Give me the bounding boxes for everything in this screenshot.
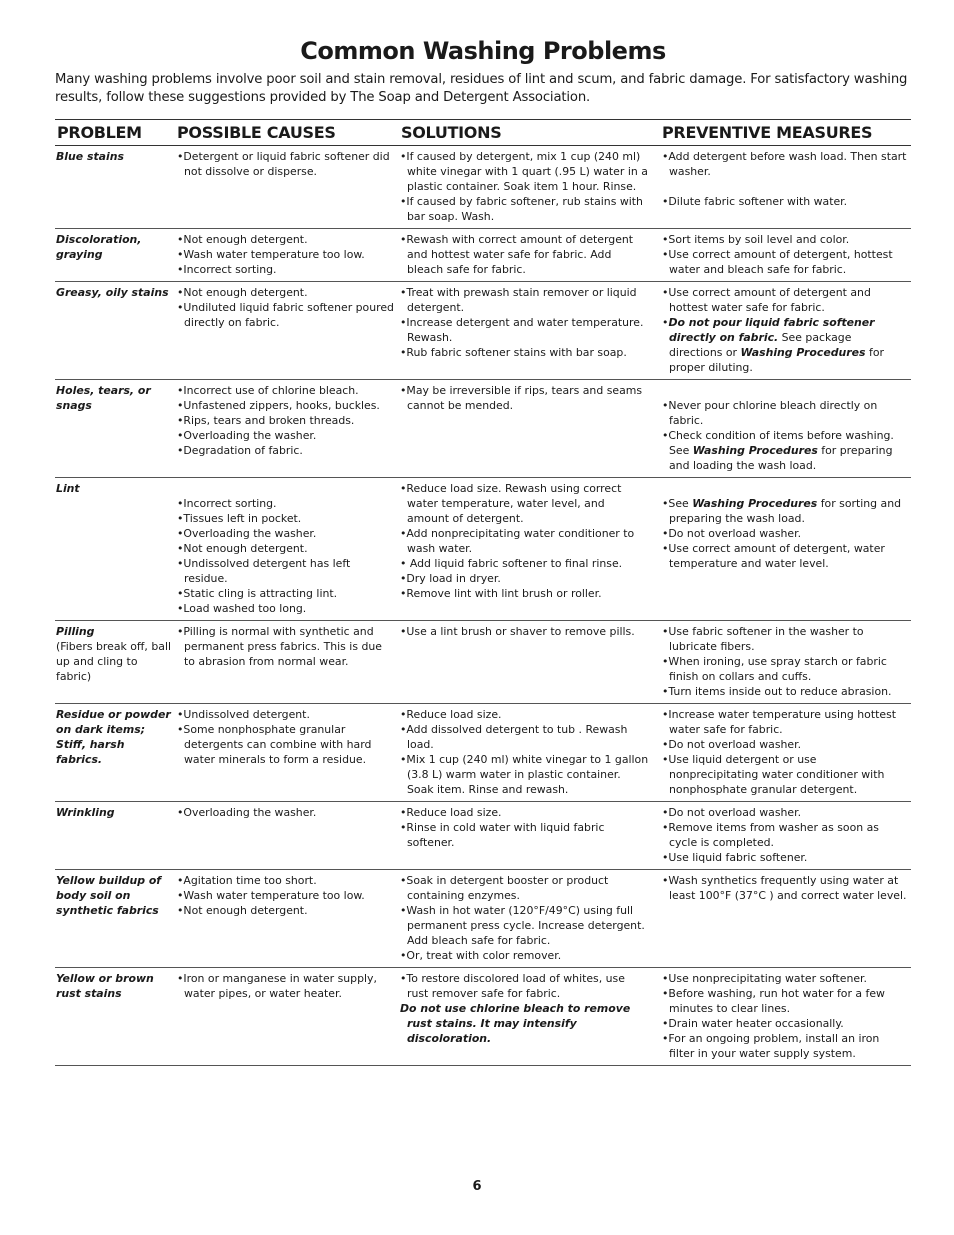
- solutions-cell: [399, 968, 653, 1066]
- spacer: [177, 481, 395, 496]
- bullet-text: •Agitation time too short.: [177, 874, 317, 887]
- bullet-text: •Remove lint with lint brush or roller.: [400, 587, 602, 600]
- washing-problems-table: [55, 119, 911, 1066]
- problem-cell: [55, 621, 176, 704]
- header-preventive-measures: PREVENTIVE MEASURES: [653, 120, 911, 146]
- bullet-text: •Do not overload washer.: [662, 527, 802, 540]
- bullet-item: [662, 285, 907, 315]
- bullet-text: •Reduce load size.: [400, 708, 502, 721]
- bullet-item: [400, 752, 649, 797]
- problem-name: Holes, tears, or snags: [56, 384, 151, 412]
- table-row: [55, 146, 911, 229]
- problem-note: (Fibers break off, ball up and cling to fabric): [56, 640, 171, 683]
- preventive-measures-cell: [653, 282, 911, 380]
- bullet-text: •Drain water heater occasionally.: [662, 1017, 844, 1030]
- bullet-item: [177, 722, 395, 767]
- bullet-text: •Detergent or liquid fabric softener did not dissolve or disperse.: [177, 150, 390, 178]
- bullet-text: •Not enough detergent.: [177, 233, 308, 246]
- bullet-text: • Add liquid fabric softener to final rinse.: [400, 557, 623, 570]
- bullet-item: [662, 684, 907, 699]
- bullet-item: [177, 149, 395, 179]
- problem-cell: [55, 870, 176, 968]
- bullet-text: •Overloading the washer.: [177, 527, 317, 540]
- bullet-item: [662, 1016, 907, 1031]
- solutions-cell: [399, 282, 653, 380]
- bullet-item: [177, 805, 395, 820]
- intro-paragraph: Many washing problems involve poor soil and stain removal, residues of lint and scum, and fabric damage. For satisfactory washing results, follow these suggestions provided by The Soap and Detergent Association.: [55, 72, 908, 105]
- bullet-text: •Reduce load size.: [400, 806, 502, 819]
- bullet-item: [400, 571, 649, 586]
- bullet-item: [177, 707, 395, 722]
- preventive-measures-cell: [653, 802, 911, 870]
- bullet-text: •Undiluted liquid fabric softener poured directly on fabric.: [177, 301, 394, 329]
- bullet-item: [177, 428, 395, 443]
- bullet-item: [662, 873, 907, 903]
- bullet-text: •Dry load in dryer.: [400, 572, 501, 585]
- bullet-item: [400, 971, 649, 1001]
- problem-name: Yellow or brown rust stains: [56, 972, 154, 1000]
- preventive-measures-cell: [653, 621, 911, 704]
- bullet-item: [662, 526, 907, 541]
- bullet-item: [177, 586, 395, 601]
- problem-name: Pilling: [56, 625, 95, 638]
- possible-causes-cell: [176, 282, 399, 380]
- possible-causes-cell: [176, 478, 399, 621]
- bullet-text: for preparing and loading the wash load.: [669, 444, 893, 472]
- possible-causes-cell: [176, 870, 399, 968]
- bullet-text: •Treat with prewash stain remover or liquid detergent.: [400, 286, 637, 314]
- bullet-text: •Increase water temperature using hottest water safe for fabric.: [662, 708, 897, 736]
- bullet-item: [177, 398, 395, 413]
- bullet-item: [400, 481, 649, 526]
- possible-causes-cell: [176, 704, 399, 802]
- emphasis-text: Do not use chlorine bleach to remove rust stains. It may intensify discoloration.: [400, 1002, 631, 1045]
- bullet-text: •Static cling is attracting lint.: [177, 587, 338, 600]
- bullet-item: [400, 345, 649, 360]
- emphasis-text: Do not pour liquid fabric softener directly on fabric.: [668, 316, 875, 344]
- problem-name: Wrinkling: [56, 806, 115, 819]
- bullet-item: [177, 888, 395, 903]
- bullet-item: [662, 737, 907, 752]
- bullet-text: •Check condition of items before washing. See: [662, 429, 894, 457]
- bullet-text: •Or, treat with color remover.: [400, 949, 562, 962]
- table-row: [55, 478, 911, 621]
- bullet-text: •Use a lint brush or shaver to remove pills.: [400, 625, 635, 638]
- bullet-text: •Tissues left in pocket.: [177, 512, 302, 525]
- solutions-cell: [399, 380, 653, 478]
- bullet-item: [662, 315, 907, 375]
- bullet-text: •Add dissolved detergent to tub . Rewash load.: [400, 723, 628, 751]
- bullet-item: [400, 820, 649, 850]
- bullet-item: [177, 247, 395, 262]
- bullet-text: •Incorrect use of chlorine bleach.: [177, 384, 359, 397]
- solutions-cell: [399, 146, 653, 229]
- preventive-measures-cell: [653, 968, 911, 1066]
- preventive-measures-cell: [653, 704, 911, 802]
- bullet-text: •Rinse in cold water with liquid fabric softener.: [400, 821, 605, 849]
- bullet-item: [400, 722, 649, 752]
- preventive-measures-cell: [653, 146, 911, 229]
- bullet-text: •Not enough detergent.: [177, 286, 308, 299]
- problem-name: Residue or powder on dark items; Stiff, harsh fabrics.: [56, 708, 171, 766]
- bullet-item: [400, 1001, 649, 1046]
- bullet-item: [400, 526, 649, 556]
- bullet-item: [662, 707, 907, 737]
- spacer: [662, 179, 907, 194]
- bullet-text: •See: [662, 497, 693, 510]
- solutions-cell: [399, 478, 653, 621]
- bullet-text: •Mix 1 cup (240 ml) white vinegar to 1 gallon (3.8 L) warm water in plastic container. Soak item. Rinse and rewash.: [400, 753, 649, 796]
- bullet-text: •Use correct amount of detergent, water temperature and water level.: [662, 542, 885, 570]
- bullet-item: [177, 873, 395, 888]
- bullet-text: •Turn items inside out to reduce abrasion.: [662, 685, 892, 698]
- bullet-item: [662, 986, 907, 1016]
- bullet-item: [177, 624, 395, 669]
- problem-name: Discoloration, graying: [56, 233, 142, 261]
- bullet-item: [662, 971, 907, 986]
- bullet-text: •Pilling is normal with synthetic and permanent press fabrics. This is due to abrasion from normal wear.: [177, 625, 382, 668]
- preventive-measures-cell: [653, 229, 911, 282]
- problem-cell: [55, 704, 176, 802]
- table-row: [55, 229, 911, 282]
- bullet-item: [400, 149, 649, 194]
- bullet-item: [662, 194, 907, 209]
- solutions-cell: [399, 229, 653, 282]
- problem-name: Lint: [56, 482, 80, 495]
- bullet-text: •Wash in hot water (120°F/49°C) using full permanent press cycle. Increase detergent. Add bleach safe for fabric.: [400, 904, 645, 947]
- bullet-text: •Not enough detergent.: [177, 904, 308, 917]
- solutions-cell: [399, 802, 653, 870]
- preventive-measures-cell: [653, 380, 911, 478]
- emphasis-text: Washing Procedures: [692, 444, 818, 457]
- bullet-item: [400, 232, 649, 277]
- spacer: [662, 383, 907, 398]
- bullet-item: [400, 285, 649, 315]
- bullet-text: •Do not overload washer.: [662, 738, 802, 751]
- bullet-item: [177, 971, 395, 1001]
- bullet-item: [400, 586, 649, 601]
- bullet-text: •Use liquid detergent or use nonprecipitating water conditioner with nonphosphate granular detergent.: [662, 753, 885, 796]
- bullet-text: •Some nonphosphate granular detergents can combine with hard water minerals to form a residue.: [177, 723, 372, 766]
- bullet-item: [400, 903, 649, 948]
- bullet-text: •Iron or manganese in water supply, water pipes, or water heater.: [177, 972, 377, 1000]
- bullet-item: [177, 232, 395, 247]
- bullet-text: •: [662, 316, 669, 329]
- bullet-item: [400, 383, 649, 413]
- bullet-text: •Incorrect sorting.: [177, 263, 277, 276]
- table-row: [55, 380, 911, 478]
- bullet-text: •Use correct amount of detergent and hottest water safe for fabric.: [662, 286, 871, 314]
- bullet-text: •Sort items by soil level and color.: [662, 233, 850, 246]
- solutions-cell: [399, 621, 653, 704]
- problem-name: Yellow buildup of body soil on synthetic fabrics: [56, 874, 162, 917]
- bullet-text: •Use correct amount of detergent, hottest water and bleach safe for fabric.: [662, 248, 893, 276]
- bullet-text: •Reduce load size. Rewash using correct water temperature, water level, and amount of detergent.: [400, 482, 622, 525]
- bullet-text: •Use liquid fabric softener.: [662, 851, 808, 864]
- page-title: Common Washing Problems: [300, 37, 666, 65]
- bullet-text: •For an ongoing problem, install an iron filter in your water supply system.: [662, 1032, 880, 1060]
- bullet-item: [177, 511, 395, 526]
- problem-cell: [55, 968, 176, 1066]
- possible-causes-cell: [176, 968, 399, 1066]
- bullet-text: •Wash water temperature too low.: [177, 248, 365, 261]
- bullet-text: •Add nonprecipitating water conditioner to wash water.: [400, 527, 635, 555]
- table-row: [55, 704, 911, 802]
- problem-cell: [55, 146, 176, 229]
- bullet-text: •Load washed too long.: [177, 602, 307, 615]
- bullet-item: [662, 820, 907, 850]
- bullet-item: [177, 413, 395, 428]
- bullet-text: •If caused by detergent, mix 1 cup (240 ml) white vinegar with 1 quart (.95 L) water in a plastic container. Soak item 1 hour. Rinse.: [400, 150, 648, 193]
- bullet-item: [177, 300, 395, 330]
- bullet-item: [400, 948, 649, 963]
- bullet-item: [400, 194, 649, 224]
- bullet-text: for proper diluting.: [669, 346, 884, 374]
- bullet-item: [662, 149, 907, 179]
- problem-cell: [55, 802, 176, 870]
- bullet-item: [177, 443, 395, 458]
- bullet-item: [400, 873, 649, 903]
- bullet-item: [662, 752, 907, 797]
- bullet-text: •Undissolved detergent.: [177, 708, 310, 721]
- bullet-text: •Not enough detergent.: [177, 542, 308, 555]
- preventive-measures-cell: [653, 478, 911, 621]
- bullet-item: [177, 262, 395, 277]
- table-row: [55, 282, 911, 380]
- spacer: [662, 481, 907, 496]
- bullet-item: [400, 707, 649, 722]
- bullet-item: [177, 285, 395, 300]
- bullet-text: •Use nonprecipitating water softener.: [662, 972, 868, 985]
- possible-causes-cell: [176, 229, 399, 282]
- header-solutions: SOLUTIONS: [399, 120, 653, 146]
- bullet-text: •If caused by fabric softener, rub stains with bar soap. Wash.: [400, 195, 643, 223]
- bullet-text: See package directions or: [669, 331, 852, 359]
- table-row: [55, 968, 911, 1066]
- bullet-item: [177, 496, 395, 511]
- preventive-measures-cell: [653, 870, 911, 968]
- emphasis-text: Washing Procedures: [740, 346, 866, 359]
- bullet-text: •Wash water temperature too low.: [177, 889, 365, 902]
- bullet-item: [177, 601, 395, 616]
- bullet-text: •May be irreversible if rips, tears and seams cannot be mended.: [400, 384, 643, 412]
- bullet-item: [177, 556, 395, 586]
- bullet-text: •Overloading the washer.: [177, 429, 317, 442]
- bullet-text: •To restore discolored load of whites, use rust remover safe for fabric.: [400, 972, 625, 1000]
- bullet-text: •Before washing, run hot water for a few minutes to clear lines.: [662, 987, 885, 1015]
- bullet-text: •Incorrect sorting.: [177, 497, 277, 510]
- bullet-text: •Rips, tears and broken threads.: [177, 414, 355, 427]
- possible-causes-cell: [176, 621, 399, 704]
- bullet-text: •Remove items from washer as soon as cycle is completed.: [662, 821, 879, 849]
- problem-cell: [55, 229, 176, 282]
- bullet-text: •Soak in detergent booster or product containing enzymes.: [400, 874, 609, 902]
- header-possible-causes: POSSIBLE CAUSES: [176, 120, 399, 146]
- bullet-text: •Use fabric softener in the washer to lubricate fibers.: [662, 625, 864, 653]
- problem-cell: [55, 282, 176, 380]
- page: [55, 36, 911, 1066]
- bullet-item: [662, 232, 907, 247]
- problem-name: Blue stains: [56, 150, 124, 163]
- bullet-item: [177, 526, 395, 541]
- bullet-item: [177, 903, 395, 918]
- emphasis-text: Washing Procedures: [692, 497, 818, 510]
- bullet-item: [400, 805, 649, 820]
- possible-causes-cell: [176, 802, 399, 870]
- solutions-cell: [399, 870, 653, 968]
- bullet-text: •Do not overload washer.: [662, 806, 802, 819]
- bullet-item: [662, 850, 907, 865]
- problem-name: Greasy, oily stains: [56, 286, 169, 299]
- bullet-text: •Unfastened zippers, hooks, buckles.: [177, 399, 380, 412]
- bullet-text: •Never pour chlorine bleach directly on fabric.: [662, 399, 878, 427]
- possible-causes-cell: [176, 146, 399, 229]
- bullet-text: •Degradation of fabric.: [177, 444, 303, 457]
- bullet-text: for sorting and preparing the wash load.: [669, 497, 902, 525]
- bullet-item: [662, 398, 907, 428]
- table-header-row: [55, 120, 911, 146]
- bullet-text: •Overloading the washer.: [177, 806, 317, 819]
- bullet-item: [662, 805, 907, 820]
- possible-causes-cell: [176, 380, 399, 478]
- problem-cell: [55, 380, 176, 478]
- table-row: [55, 870, 911, 968]
- bullet-text: •Dilute fabric softener with water.: [662, 195, 848, 208]
- bullet-item: [662, 624, 907, 654]
- bullet-text: •Increase detergent and water temperature. Rewash.: [400, 316, 644, 344]
- bullet-item: [177, 541, 395, 556]
- solutions-cell: [399, 704, 653, 802]
- bullet-item: [177, 383, 395, 398]
- page-number: 6: [472, 1179, 482, 1194]
- bullet-text: •Undissolved detergent has left residue.: [177, 557, 351, 585]
- bullet-item: [662, 428, 907, 473]
- problem-cell: [55, 478, 176, 621]
- bullet-item: [662, 541, 907, 571]
- table-row: [55, 802, 911, 870]
- bullet-text: •Wash synthetics frequently using water at least 100°F (37°C ) and correct water level.: [662, 874, 907, 902]
- bullet-item: [662, 496, 907, 526]
- table-row: [55, 621, 911, 704]
- header-problem: PROBLEM: [55, 120, 176, 146]
- bullet-item: [662, 654, 907, 684]
- bullet-item: [400, 315, 649, 345]
- bullet-text: •Rub fabric softener stains with bar soap.: [400, 346, 627, 359]
- bullet-text: •When ironing, use spray starch or fabric finish on collars and cuffs.: [662, 655, 887, 683]
- bullet-text: •Add detergent before wash load. Then start washer.: [662, 150, 907, 178]
- bullet-text: •Rewash with correct amount of detergent and hottest water safe for fabric. Add bleach safe for fabric.: [400, 233, 634, 276]
- bullet-item: [662, 1031, 907, 1061]
- bullet-item: [662, 247, 907, 277]
- bullet-item: [400, 556, 649, 571]
- bullet-item: [400, 624, 649, 639]
